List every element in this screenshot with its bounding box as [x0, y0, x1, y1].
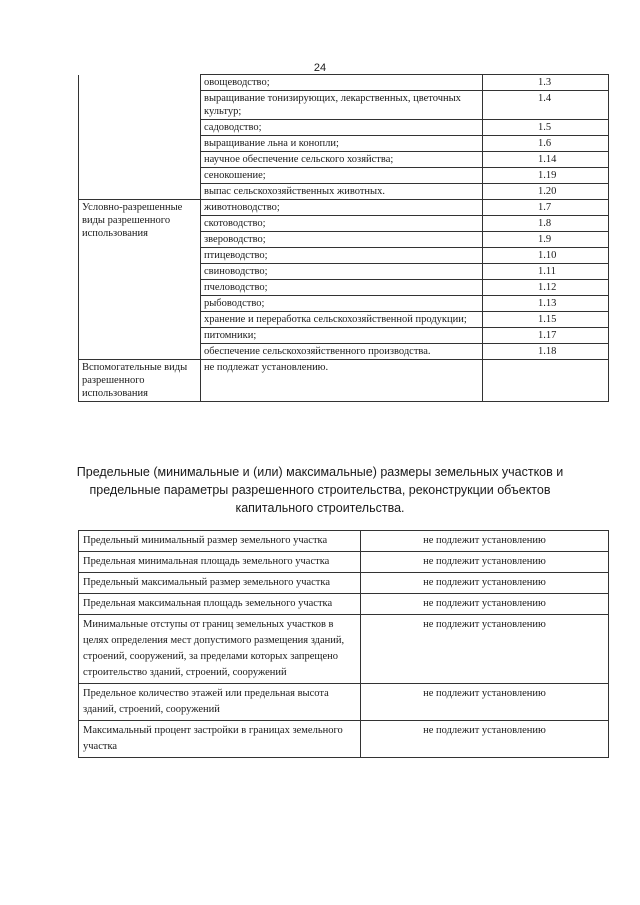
activity-cell: обеспечение сельскохозяйственного производства. [201, 344, 483, 360]
code-cell: 1.12 [483, 280, 609, 296]
category-cell [79, 120, 201, 136]
value-cell: не подлежит установлению [361, 594, 609, 615]
category-cell [79, 91, 201, 120]
zoning-table [78, 74, 609, 402]
activity-cell: свиноводство; [201, 264, 483, 280]
limits-table [78, 530, 609, 758]
activity-cell: звероводство; [201, 232, 483, 248]
code-cell: 1.15 [483, 312, 609, 328]
parameter-cell: Предельный максимальный размер земельного участка [79, 573, 361, 594]
value-cell: не подлежит установлению [361, 721, 609, 758]
parameter-cell: Предельная максимальная площадь земельного участка [79, 594, 361, 615]
code-cell: 1.20 [483, 184, 609, 200]
activity-cell: скотоводство; [201, 216, 483, 232]
table-row [79, 75, 609, 91]
activity-cell: выпас сельскохозяйственных животных. [201, 184, 483, 200]
code-cell: 1.8 [483, 216, 609, 232]
activity-cell: птицеводство; [201, 248, 483, 264]
activity-cell: сенокошение; [201, 168, 483, 184]
activity-cell: пчеловодство; [201, 280, 483, 296]
activity-cell: садоводство; [201, 120, 483, 136]
activity-cell: животноводство; [201, 200, 483, 216]
code-cell: 1.11 [483, 264, 609, 280]
value-cell: не подлежит установлению [361, 552, 609, 573]
parameter-cell: Предельный минимальный размер земельного участка [79, 531, 361, 552]
code-cell: 1.10 [483, 248, 609, 264]
code-cell: 1.9 [483, 232, 609, 248]
table-row [79, 120, 609, 136]
activity-cell: питомники; [201, 328, 483, 344]
activity-cell: хранение и переработка сельскохозяйственной продукции; [201, 312, 483, 328]
table-row [79, 184, 609, 200]
value-cell: не подлежит установлению [361, 531, 609, 552]
code-cell: 1.14 [483, 152, 609, 168]
code-cell [483, 360, 609, 402]
parameter-cell: Предельная минимальная площадь земельного участка [79, 552, 361, 573]
parameter-cell: Максимальный процент застройки в границах земельного участка [79, 721, 361, 758]
activity-cell: выращивание тонизирующих, лекарственных, цветочных культур; [201, 91, 483, 120]
value-cell: не подлежит установлению [361, 573, 609, 594]
table-row [79, 721, 609, 758]
code-cell: 1.13 [483, 296, 609, 312]
value-cell: не подлежит установлению [361, 615, 609, 684]
code-cell: 1.5 [483, 120, 609, 136]
table-row [79, 615, 609, 684]
activity-cell: научное обеспечение сельского хозяйства; [201, 152, 483, 168]
conditional-label: Условно-разрешенные виды разрешенного использования [79, 200, 201, 360]
table-row [79, 552, 609, 573]
table-row [79, 594, 609, 615]
code-cell: 1.3 [483, 75, 609, 91]
activity-cell: выращивание льна и конопли; [201, 136, 483, 152]
table-row [79, 200, 609, 216]
table-row [79, 573, 609, 594]
table-row [79, 152, 609, 168]
table-row [79, 168, 609, 184]
auxiliary-label: Вспомогательные виды разрешенного использования [79, 360, 201, 402]
parameter-cell: Предельное количество этажей или предельная высота зданий, строений, сооружений [79, 684, 361, 721]
section-heading: Предельные (минимальные и (или) максимальные) размеры земельных участков и предельные параметры разрешенного строительства, реконструкции объектов капитального строительства. [76, 465, 564, 515]
category-cell [79, 184, 201, 200]
code-cell: 1.18 [483, 344, 609, 360]
code-cell: 1.6 [483, 136, 609, 152]
code-cell: 1.4 [483, 91, 609, 120]
category-cell [79, 75, 201, 91]
table-row [79, 531, 609, 552]
category-cell [79, 152, 201, 168]
table-row [79, 684, 609, 721]
parameter-cell: Минимальные отступы от границ земельных участков в целях определения мест допустимого размещения зданий, строений, сооружений, за пределами которых запрещено строительство зданий, строений, сооружений [79, 615, 361, 684]
activity-cell: овощеводство; [201, 75, 483, 91]
value-cell: не подлежит установлению [361, 684, 609, 721]
code-cell: 1.19 [483, 168, 609, 184]
table-row [79, 360, 609, 402]
table-row [79, 136, 609, 152]
auxiliary-value: не подлежат установлению. [201, 360, 483, 402]
code-cell: 1.17 [483, 328, 609, 344]
code-cell: 1.7 [483, 200, 609, 216]
activity-cell: рыбоводство; [201, 296, 483, 312]
category-cell [79, 168, 201, 184]
page-number: 24 [313, 62, 327, 74]
category-cell [79, 136, 201, 152]
table-row [79, 91, 609, 120]
